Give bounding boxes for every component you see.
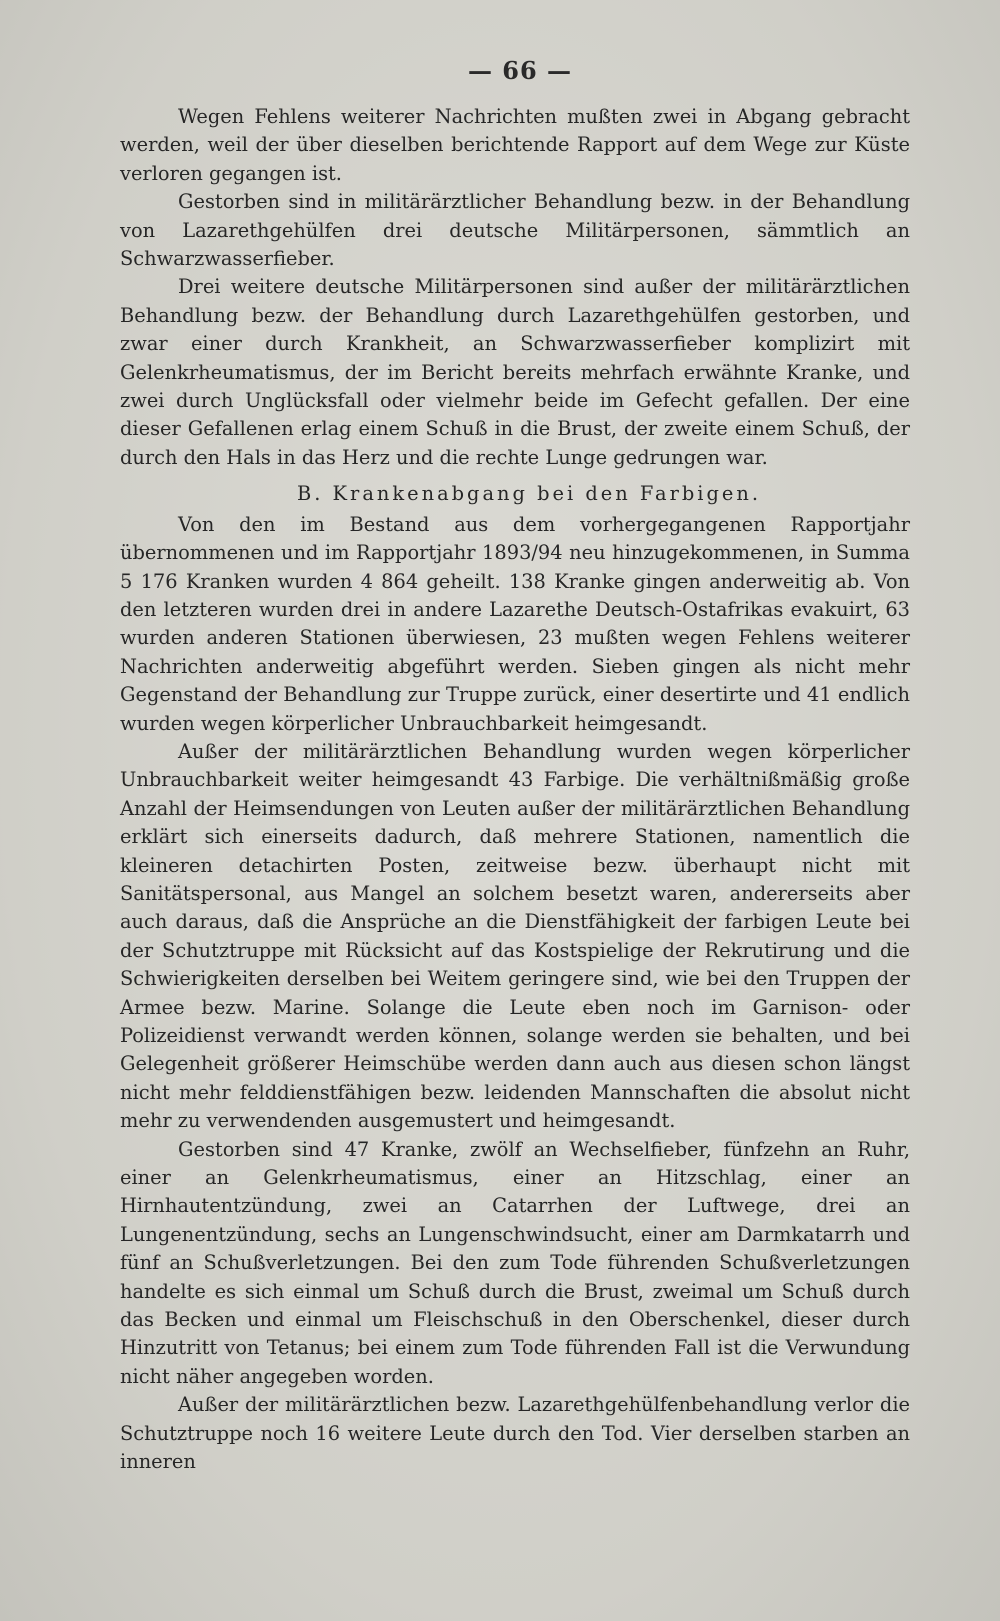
paragraph-deaths-treated: Gestorben sind in militärärztlicher Behandlung bezw. in der Behandlung von Lazarethgehülfen drei deutsche Militärpersonen, sämmtlich an Schwarzwasserfieber. bbox=[120, 190, 910, 271]
paragraph-deaths-natives: Gestorben sind 47 Kranke, zwölf an Wechselfieber, fünfzehn an Ruhr, einer an Gelenkrheumatismus, einer an Hitzschlag, einer an Hirnhautentzündung, zwei an Catarrhen der Luftwege, drei an Lungenentzündung, sechs an Lungenschwindsucht, einer am Darmkatarrh und fünf an Schußverletzungen. Bei den zum Tode führenden Schußverletzungen handelte es sich einmal um Schuß durch die Brust, zweimal um Schuß durch das Becken und einmal um Fleischschuß in den Oberschenkel, dieser durch Hinzutritt von Tetanus; bei einem zum Tode führenden Fall ist die Verwundung nicht näher angegeben worden. bbox=[120, 1137, 910, 1388]
body-text bbox=[120, 103, 910, 1477]
page-number: — 66 — bbox=[467, 56, 573, 85]
paragraph-discharges-natives: Von den im Bestand aus dem vorhergegangenen Rapportjahr übernommenen und im Rapportjahr 1893/94 neu hinzugekommenen, in Summa 5 176 Kranken wurden 4 864 geheilt. 138 Kranke gingen anderweitig ab. Von den letzteren wurden drei in andere Lazarethe Deutsch-Ostafrikas evakuirt, 63 wurden anderen Stationen überwiesen, 23 mußten wegen Fehlens weiterer Nachrichten anderweitig abgeführt werden. Sieben gingen als nicht mehr Gegenstand der Behandlung zur Truppe zurück, einer desertirte und 41 endlich wurden wegen körperlicher Unbrauchbarkeit heimgesandt. bbox=[120, 512, 910, 735]
section-heading: B. Krankenabgang bei den Farbigen. bbox=[296, 482, 762, 506]
paragraph-further-deaths: Außer der militärärztlichen bezw. Lazarethgehülfenbehandlung verlor die Schutztruppe noch 16 weitere Leute durch den Tod. Vier derselben starben an inneren bbox=[120, 1393, 910, 1474]
paragraph-missing-reports: Wegen Fehlens weiterer Nachrichten mußten zwei in Abgang gebracht werden, weil der über dieselben berichtende Rapport auf dem Wege zur Küste verloren gegangen ist. bbox=[120, 105, 910, 185]
paragraph-home-sendings: Außer der militärärztlichen Behandlung wurden wegen körperlicher Unbrauchbarkeit weiter heimgesandt 43 Farbige. Die verhältnißmäßig große Anzahl der Heimsendungen von Leuten außer der militärärztlichen Behandlung erklärt sich einerseits dadurch, daß mehrere Stationen, namentlich die kleineren detachirten Posten, zeitweise bezw. überhaupt nicht mit Sanitätspersonal, aus Mangel an solchem besetzt waren, andererseits aber auch daraus, daß die Ansprüche an die Dienstfähigkeit der farbigen Leute bei der Schutztruppe mit Rücksicht auf das Kostspielige der Rekrutirung und die Schwierigkeiten derselben bei Weitem geringere sind, wie bei den Truppen der Armee bezw. Marine. Solange die Leute eben noch im Garnison- oder Polizeidienst verwandt werden können, solange werden sie behalten, und bei Gelegenheit größerer Heimschübe werden dann auch aus diesen schon längst nicht mehr felddienstfähigen bezw. leidenden Mannschaften die absolut nicht mehr zu verwendenden ausgemustert und heimgesandt. bbox=[120, 739, 910, 1133]
paragraph-deaths-untreated: Drei weitere deutsche Militärpersonen sind außer der militärärztlichen Behandlung bezw. der Behandlung durch Lazarethgehülfen gestorben, und zwar einer durch Krankheit, an Schwarzwasserfieber komplizirt mit Gelenkrheumatismus, der im Bericht bereits mehrfach erwähnte Kranke, und zwei durch Unglücksfall oder vielmehr beide im Gefecht gefallen. Der eine dieser Gefallenen erlag einem Schuß in die Brust, der zweite einem Schuß, der durch den Hals in das Herz und die rechte Lunge gedrungen war. bbox=[120, 275, 910, 469]
